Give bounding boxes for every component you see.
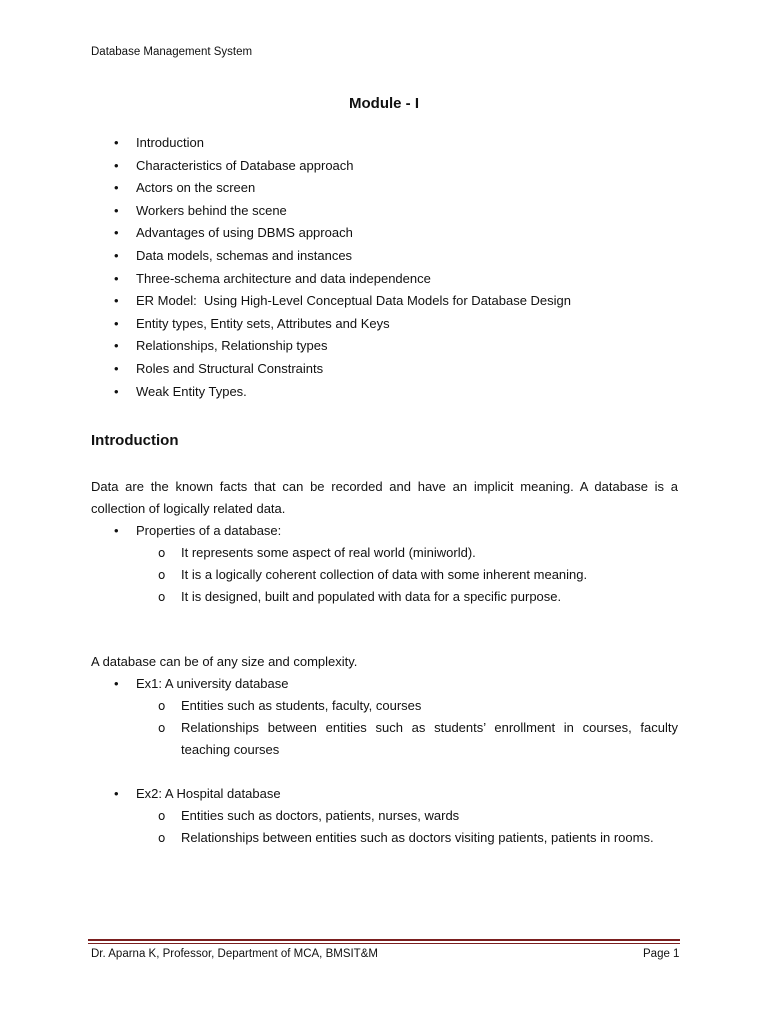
bullet-icon: • (114, 338, 119, 354)
footer-rule (88, 939, 680, 941)
bullet-icon: • (114, 786, 119, 801)
bullet-icon: • (114, 293, 119, 309)
hollow-bullet-icon: o (158, 546, 166, 560)
list-item: • Introduction (114, 133, 571, 156)
list-item: • Characteristics of Database approach (114, 156, 571, 179)
list-item: • Actors on the screen (114, 178, 571, 201)
list-item: • Advantages of using DBMS approach (114, 223, 571, 246)
bullet-icon: • (114, 135, 119, 150)
bullet-icon: • (114, 383, 119, 399)
sub-list-item: o It is a logically coherent collection of data with some inherent meaning. (158, 564, 678, 586)
module-topic-list (114, 133, 571, 404)
bullet-icon: • (114, 523, 119, 538)
list-item: • Data models, schemas and instances (114, 246, 571, 269)
list-item: • Workers behind the scene (114, 201, 571, 224)
list-item: • Entity types, Entity sets, Attributes and Keys (114, 314, 571, 337)
bullet-icon: • (114, 360, 119, 376)
size-paragraph: A database can be of any size and complexity. (91, 654, 358, 669)
hollow-bullet-icon: o (158, 568, 166, 582)
list-item: • Weak Entity Types. (114, 382, 571, 405)
sub-list-item: o It represents some aspect of real world (miniworld). (158, 542, 678, 564)
sub-list-item: o Relationships between entities such as doctors visiting patients, patients in rooms. (158, 827, 678, 849)
hollow-bullet-icon: o (158, 831, 166, 845)
sub-list-item: o Entities such as doctors, patients, nurses, wards (158, 805, 678, 827)
page-header: Database Management System (91, 46, 253, 58)
hollow-bullet-icon: o (158, 699, 166, 713)
hollow-bullet-icon: o (158, 809, 166, 823)
example-2-bullet: • Ex2: A Hospital database (114, 783, 281, 805)
bullet-icon: • (114, 270, 119, 286)
intro-paragraph: Data are the known facts that can be recorded and have an implicit meaning. A database is a collection of logically related data. (91, 479, 678, 516)
list-item: • Relationships, Relationship types (114, 336, 571, 359)
list-item: • Roles and Structural Constraints (114, 359, 571, 382)
list-item: • ER Model: Using High-Level Conceptual Data Models for Database Design (114, 291, 571, 314)
bullet-icon: • (114, 157, 119, 173)
list-item: • Three-schema architecture and data independence (114, 269, 571, 292)
bullet-icon: • (114, 202, 119, 218)
footer-rule (88, 943, 680, 944)
section-heading-introduction: Introduction (91, 432, 179, 449)
sub-list-item: o Relationships between entities such as students’ enrollment in courses, faculty teaching courses (158, 717, 678, 761)
bullet-icon: • (114, 676, 119, 691)
bullet-icon: • (114, 225, 119, 241)
page-number: Page 1 (643, 948, 680, 960)
hollow-bullet-icon: o (158, 590, 166, 604)
page-title: Module - I (349, 95, 419, 112)
example-1-bullet: • Ex1: A university database (114, 673, 288, 695)
hollow-bullet-icon: o (158, 721, 166, 735)
sub-list-item: o Entities such as students, faculty, courses (158, 695, 678, 717)
properties-bullet: • Properties of a database: (114, 520, 281, 542)
bullet-icon: • (114, 247, 119, 263)
sub-list-item: o It is designed, built and populated with data for a specific purpose. (158, 586, 678, 608)
bullet-icon: • (114, 180, 119, 196)
bullet-icon: • (114, 315, 119, 331)
footer-author: Dr. Aparna K, Professor, Department of MCA, BMSIT&M (91, 948, 378, 960)
